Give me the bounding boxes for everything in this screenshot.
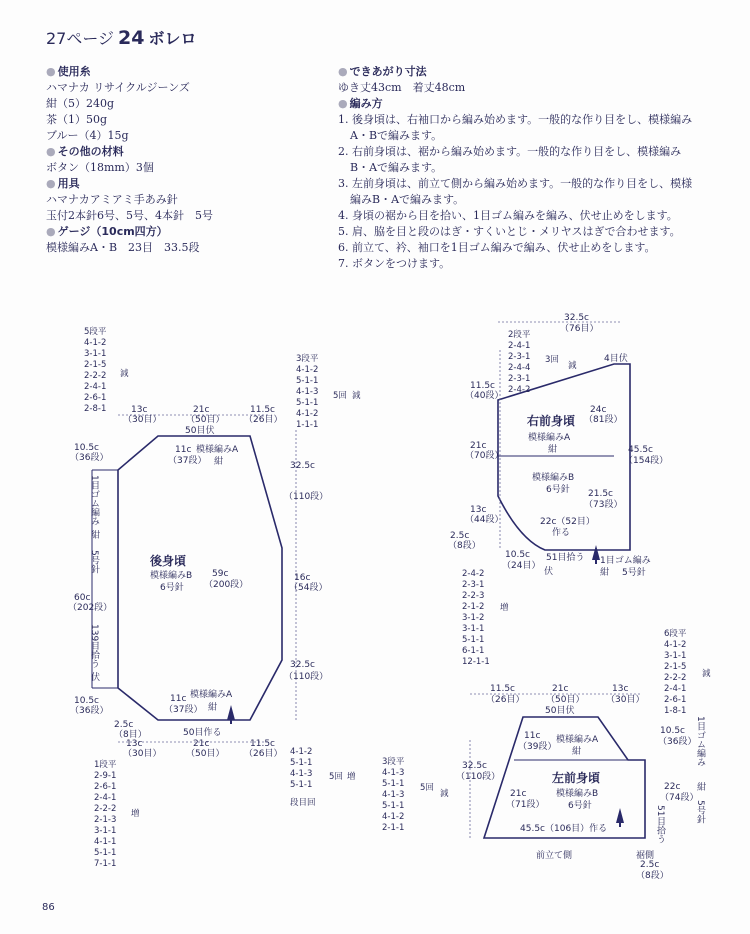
svg-text:2.5c: 2.5c [114, 720, 134, 730]
svg-text:4-1-3: 4-1-3 [290, 769, 313, 779]
size-heading: ● できあがり寸法 [338, 64, 698, 80]
svg-text:2.5c: 2.5c [450, 531, 470, 541]
svg-text:51目拾う: 51目拾う [546, 553, 585, 563]
svg-text:4目伏: 4目伏 [604, 354, 628, 364]
svg-text:5-1-1: 5-1-1 [296, 398, 319, 408]
svg-text:45.5c（106目）作る: 45.5c（106目）作る [520, 824, 608, 834]
svg-text:2-2-2: 2-2-2 [94, 804, 117, 814]
lf-dec-right [664, 628, 711, 716]
svg-text:（24目）: （24目） [502, 561, 541, 571]
svg-text:2-4-2: 2-4-2 [508, 385, 531, 395]
svg-text:2-2-2: 2-2-2 [84, 371, 107, 381]
svg-text:5-1-1: 5-1-1 [94, 848, 117, 858]
svg-text:45.5c: 45.5c [628, 445, 653, 455]
svg-text:2段平: 2段平 [508, 330, 531, 340]
size-text: ゆき丈43cm 着丈48cm [338, 81, 466, 94]
svg-text:32.5c: 32.5c [290, 461, 315, 471]
svg-text:（37段）: （37段） [164, 705, 203, 715]
other-heading: ● その他の材料 [46, 144, 336, 160]
svg-text:10.5c: 10.5c [660, 726, 685, 736]
svg-text:1段平: 1段平 [94, 760, 117, 770]
svg-text:32.5c: 32.5c [290, 660, 315, 670]
svg-text:3段平: 3段平 [382, 757, 405, 767]
svg-text:4-1-2: 4-1-2 [290, 747, 313, 757]
svg-text:（36段）: （36段） [70, 706, 109, 716]
svg-text:（54段）: （54段） [289, 583, 328, 593]
svg-text:3-1-2: 3-1-2 [462, 613, 485, 623]
svg-text:作る: 作る [552, 528, 571, 538]
svg-text:3-1-1: 3-1-1 [94, 826, 117, 836]
svg-text:11.5c: 11.5c [250, 739, 275, 749]
svg-text:6号針: 6号針 [568, 801, 592, 811]
step: 3. 左前身頃は、前立て側から編み始めます。一般的な作り目をし、模様編みB・Aで編みます。 [338, 177, 693, 206]
yarn-color: 紺（5）240g [46, 97, 115, 110]
step: 7. ボタンをつけます。 [338, 257, 451, 270]
svg-text:2-3-1: 2-3-1 [462, 580, 485, 590]
pattern-title: 27ページ 24 ボレロ [46, 27, 197, 49]
svg-text:21c: 21c [193, 405, 210, 415]
svg-text:2-4-4: 2-4-4 [508, 363, 531, 373]
back-inc-bottom-right [290, 747, 356, 808]
svg-text:3-1-1: 3-1-1 [84, 349, 107, 359]
step: 5. 肩、脇を目と段のはぎ・すくいとじ・メリヤスはぎで合わせます。 [338, 225, 681, 238]
svg-text:5号針: 5号針 [695, 800, 705, 824]
back-labels [68, 405, 328, 759]
svg-text:（110段）: （110段） [456, 772, 501, 782]
svg-text:24c: 24c [590, 405, 607, 415]
svg-text:2.5c: 2.5c [640, 860, 660, 870]
svg-text:5回: 5回 [333, 391, 347, 401]
svg-text:（40段）: （40段） [465, 391, 504, 401]
svg-text:3-1-1: 3-1-1 [462, 624, 485, 634]
svg-text:紺: 紺 [208, 703, 218, 713]
svg-text:2-8-1: 2-8-1 [84, 404, 107, 414]
yarn-heading: ● 使用糸 [46, 64, 336, 80]
rf-inc [462, 569, 509, 667]
lf-title: 左前身頃 [552, 771, 601, 785]
svg-text:6号針: 6号針 [546, 485, 570, 495]
svg-text:2-4-1: 2-4-1 [664, 684, 687, 694]
step: 6. 前立て、衿、袖口を1目ゴム編みで編み、伏せ止めをします。 [338, 241, 656, 254]
back-outline [118, 436, 282, 720]
svg-text:50目作る: 50目作る [183, 728, 222, 738]
svg-text:7-1-1: 7-1-1 [94, 859, 117, 869]
svg-text:2-4-1: 2-4-1 [84, 382, 107, 392]
svg-text:（8段）: （8段） [636, 871, 669, 881]
svg-text:（110段）: （110段） [284, 672, 329, 682]
svg-text:紺: 紺 [89, 530, 99, 539]
svg-text:5段平: 5段平 [84, 327, 107, 337]
gauge-item: 模様編みA・B 23目 33.5段 [46, 241, 200, 254]
svg-text:21.5c: 21.5c [588, 489, 613, 499]
svg-text:（26目）: （26目） [486, 695, 525, 705]
svg-text:裾側: 裾側 [636, 851, 655, 861]
svg-text:（36段）: （36段） [70, 453, 109, 463]
back-title: 後身頃 [150, 554, 187, 568]
svg-text:5回: 5回 [329, 772, 343, 782]
svg-text:2-1-5: 2-1-5 [84, 360, 107, 370]
svg-text:13c: 13c [131, 405, 148, 415]
gauge-heading: ● ゲージ（10cm四方） [46, 224, 336, 240]
svg-text:2-4-2: 2-4-2 [462, 569, 485, 579]
svg-text:2-2-2: 2-2-2 [664, 673, 687, 683]
step: 4. 身頃の裾から目を拾い、1目ゴム編みを編み、伏せ止めをします。 [338, 209, 678, 222]
svg-text:6号針: 6号針 [160, 583, 184, 593]
svg-text:（110段）: （110段） [284, 492, 329, 502]
rf-title: 右前身頃 [527, 414, 576, 428]
svg-text:減: 減 [120, 369, 129, 379]
svg-text:6段平: 6段平 [664, 629, 687, 639]
svg-text:（30目）: （30目） [123, 749, 162, 759]
svg-text:減: 減 [352, 391, 361, 401]
svg-text:21c: 21c [552, 684, 569, 694]
svg-text:2-2-3: 2-2-3 [462, 591, 485, 601]
svg-text:（50目）: （50目） [186, 415, 225, 425]
svg-text:5号針: 5号針 [622, 568, 646, 578]
svg-text:10.5c: 10.5c [505, 550, 530, 560]
svg-text:2-6-1: 2-6-1 [94, 782, 117, 792]
svg-text:（71段）: （71段） [506, 800, 545, 810]
svg-text:13c: 13c [612, 684, 629, 694]
svg-text:紺: 紺 [214, 457, 224, 467]
svg-text:5号針: 5号針 [89, 550, 99, 574]
svg-text:減: 減 [568, 361, 577, 371]
svg-text:前立て側: 前立て側 [536, 851, 573, 861]
svg-text:21c: 21c [470, 441, 487, 451]
svg-text:（8目）: （8目） [114, 730, 147, 740]
page-number: 86 [42, 902, 55, 913]
svg-text:（76目）: （76目） [560, 324, 599, 334]
svg-text:（37段）: （37段） [168, 456, 207, 466]
back-dec-top-left [84, 326, 129, 414]
svg-text:5-1-1: 5-1-1 [382, 801, 405, 811]
svg-text:紺: 紺 [600, 568, 610, 578]
svg-text:22c（52目）: 22c（52目） [540, 517, 595, 527]
svg-text:模様編みB: 模様編みB [532, 473, 575, 483]
svg-text:3段平: 3段平 [296, 354, 319, 364]
svg-text:5-1-1: 5-1-1 [290, 758, 313, 768]
svg-text:（81段）: （81段） [584, 415, 623, 425]
svg-text:紺: 紺 [695, 782, 705, 791]
svg-text:2-3-1: 2-3-1 [508, 352, 531, 362]
svg-text:6-1-1: 6-1-1 [462, 646, 485, 656]
svg-text:模様編みA: 模様編みA [528, 433, 571, 443]
svg-text:（26目）: （26目） [244, 749, 283, 759]
svg-text:（70段）: （70段） [465, 451, 504, 461]
svg-text:50目伏: 50目伏 [185, 426, 215, 436]
svg-text:伏: 伏 [544, 567, 554, 577]
svg-text:4-1-2: 4-1-2 [664, 640, 687, 650]
back-dec-top-right [296, 353, 361, 430]
svg-text:2-1-2: 2-1-2 [462, 602, 485, 612]
svg-text:（73段）: （73段） [584, 500, 623, 510]
svg-text:4-1-2: 4-1-2 [84, 338, 107, 348]
svg-text:（200段）: （200段） [204, 580, 249, 590]
svg-text:11.5c: 11.5c [490, 684, 515, 694]
svg-text:2-9-1: 2-9-1 [94, 771, 117, 781]
svg-text:5-1-1: 5-1-1 [462, 635, 485, 645]
svg-text:50目伏: 50目伏 [545, 706, 575, 716]
svg-text:模様編みB: 模様編みB [150, 571, 193, 581]
svg-text:60c: 60c [74, 593, 91, 603]
svg-text:4-1-2: 4-1-2 [296, 365, 319, 375]
svg-text:10.5c: 10.5c [74, 443, 99, 453]
svg-text:（8段）: （8段） [448, 541, 481, 551]
svg-text:2-1-3: 2-1-3 [94, 815, 117, 825]
svg-text:139目拾う: 139目拾う [89, 624, 99, 669]
back-inc-bottom-left [94, 759, 140, 869]
svg-text:（39段）: （39段） [518, 742, 557, 752]
svg-text:11.5c: 11.5c [250, 405, 275, 415]
svg-text:32.5c: 32.5c [462, 761, 487, 771]
tools-item: 玉付2本針6号、5号、4本針 5号 [46, 209, 213, 222]
svg-text:模様編みA: 模様編みA [190, 690, 233, 700]
svg-text:21c: 21c [193, 739, 210, 749]
tools-item: ハマナカアミアミ手あみ針 [46, 193, 178, 206]
svg-text:21c: 21c [510, 789, 527, 799]
step: 2. 右前身頃は、裾から編み始めます。一般的な作り目をし、模様編みB・Aで編みます。 [338, 145, 682, 174]
svg-text:2-3-1: 2-3-1 [508, 374, 531, 384]
svg-text:11c: 11c [524, 731, 541, 741]
svg-text:2-4-1: 2-4-1 [94, 793, 117, 803]
svg-text:22c: 22c [664, 782, 681, 792]
svg-text:13c: 13c [126, 739, 143, 749]
svg-text:増: 増 [347, 772, 356, 782]
svg-text:伏: 伏 [89, 672, 99, 681]
lf-dec-left [382, 756, 449, 833]
svg-text:11.5c: 11.5c [470, 381, 495, 391]
svg-text:1-8-1: 1-8-1 [664, 706, 687, 716]
svg-text:（26目）: （26目） [244, 415, 283, 425]
svg-text:減: 減 [702, 669, 711, 679]
svg-text:51目拾う: 51目拾う [655, 805, 665, 844]
svg-text:模様編みA: 模様編みA [556, 735, 599, 745]
rf-dec [508, 329, 577, 395]
svg-text:減: 減 [440, 789, 449, 799]
other-item: ボタン（18mm）3個 [46, 161, 154, 174]
svg-text:32.5c: 32.5c [564, 313, 589, 323]
svg-text:5-1-1: 5-1-1 [382, 779, 405, 789]
svg-text:11c: 11c [170, 694, 187, 704]
svg-text:（50目）: （50目） [186, 749, 225, 759]
svg-text:（74段）: （74段） [660, 793, 699, 803]
yarn-color: ブルー（4）15g [46, 129, 129, 142]
svg-text:1目ゴム編み: 1目ゴム編み [695, 716, 705, 767]
svg-text:紺: 紺 [572, 747, 582, 757]
svg-text:16c: 16c [294, 573, 311, 583]
yarn-name: ハマナカ リサイクルジーンズ [46, 81, 190, 94]
svg-text:増: 増 [131, 809, 140, 819]
svg-text:（44段）: （44段） [465, 515, 504, 525]
svg-text:（154段）: （154段） [624, 456, 669, 466]
svg-text:段目回: 段目回 [290, 798, 316, 808]
svg-text:13c: 13c [470, 505, 487, 515]
dimension-guides [118, 322, 640, 838]
svg-text:1-1-1: 1-1-1 [296, 420, 319, 430]
yarn-color: 茶（1）50g [46, 113, 108, 126]
svg-text:1目ゴム編み: 1目ゴム編み [89, 475, 99, 526]
svg-text:4-1-3: 4-1-3 [382, 768, 405, 778]
svg-text:5回: 5回 [420, 783, 434, 793]
svg-text:増: 増 [500, 603, 509, 613]
svg-text:4-1-1: 4-1-1 [94, 837, 117, 847]
svg-text:3-1-1: 3-1-1 [664, 651, 687, 661]
svg-text:（30目）: （30目） [123, 415, 162, 425]
svg-text:10.5c: 10.5c [74, 696, 99, 706]
svg-text:2-4-1: 2-4-1 [508, 341, 531, 351]
svg-text:1目ゴム編み: 1目ゴム編み [600, 556, 651, 566]
svg-text:4-1-2: 4-1-2 [382, 812, 405, 822]
svg-text:2-6-1: 2-6-1 [664, 695, 687, 705]
svg-text:紺: 紺 [548, 445, 558, 455]
svg-text:3回: 3回 [545, 355, 559, 365]
svg-text:12-1-1: 12-1-1 [462, 657, 490, 667]
right-front-labels [448, 313, 668, 578]
svg-text:（202段）: （202段） [68, 603, 113, 613]
svg-text:5-1-1: 5-1-1 [290, 780, 313, 790]
step: 1. 後身頃は、右袖口から編み始めます。一般的な作り目をし、模様編みA・Bで編みます。 [338, 113, 693, 142]
svg-text:模様編みA: 模様編みA [196, 445, 239, 455]
svg-text:4-1-3: 4-1-3 [382, 790, 405, 800]
svg-text:2-1-1: 2-1-1 [382, 823, 405, 833]
svg-text:5-1-1: 5-1-1 [296, 376, 319, 386]
svg-text:2-6-1: 2-6-1 [84, 393, 107, 403]
svg-text:（50目）: （50目） [546, 695, 585, 705]
tools-heading: ● 用具 [46, 176, 336, 192]
svg-text:模様編みB: 模様編みB [556, 789, 599, 799]
method-heading: ● 編み方 [338, 96, 698, 112]
svg-text:（30目）: （30目） [606, 695, 645, 705]
svg-text:11c: 11c [175, 445, 192, 455]
svg-text:4-1-2: 4-1-2 [296, 409, 319, 419]
svg-text:4-1-3: 4-1-3 [296, 387, 319, 397]
svg-text:59c: 59c [212, 569, 229, 579]
svg-text:2-1-5: 2-1-5 [664, 662, 687, 672]
svg-text:（36段）: （36段） [658, 737, 697, 747]
